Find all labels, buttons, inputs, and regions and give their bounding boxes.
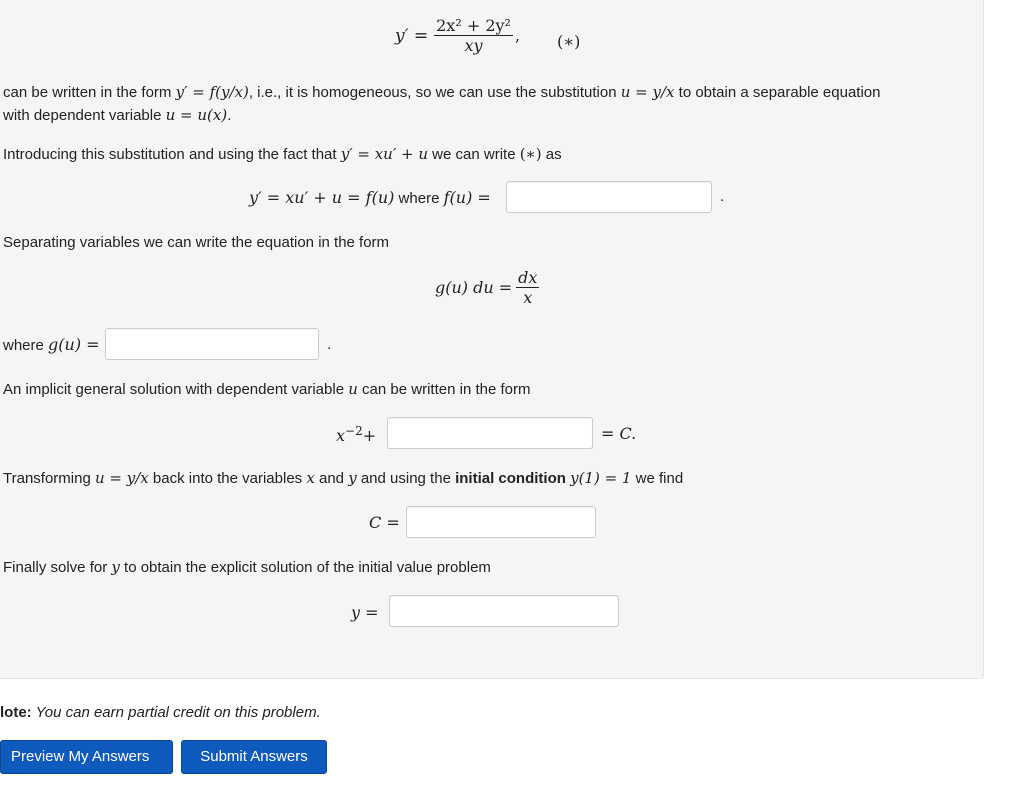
eq-star-comma: , (514, 26, 521, 45)
p1-text-5: . (227, 107, 232, 124)
p4-math-1: u (348, 380, 358, 398)
answer-c-input[interactable] (406, 506, 596, 538)
p1-text-2: , i.e., it is homogeneous, so we can use the substitution (248, 84, 621, 101)
answer-implicit-input[interactable] (387, 417, 593, 449)
eq4-exponent: −2 (345, 424, 363, 438)
eq2-math-1: y′ = xu′ + u = f(u) (249, 188, 395, 207)
eq4-base: x (336, 426, 346, 445)
p5-text-1: Transforming (3, 470, 95, 487)
paragraph-implicit (3, 380, 530, 398)
p2-text-2: we can write (428, 146, 520, 163)
p1-math-2: u = y/x (620, 83, 675, 101)
eq5-lhs: C = (369, 513, 400, 532)
answer-y-input[interactable] (389, 595, 619, 627)
eq3-numerator: dx (518, 268, 538, 287)
p1-math-3: u = u(x) (165, 106, 228, 124)
where-g-label (3, 335, 100, 354)
eq3-lhs: g(u) du = (435, 278, 513, 297)
eq2-math-2: f(u) = (443, 188, 491, 207)
p1-text-4: with dependent variable (3, 107, 166, 124)
eq3-denominator: x (516, 287, 539, 307)
p4-text-1: An implicit general solution with dependent variable (3, 381, 349, 398)
paragraph-separating: Separating variables we can write the equation in the form (3, 234, 390, 251)
paragraph-substitution (3, 145, 562, 163)
p1-math-1: y′ = f(y/x) (175, 83, 249, 101)
p4-text-2: can be written in the form (357, 381, 531, 398)
eq-star-numerator: 2x² + 2y² (436, 16, 511, 35)
eq-star-lhs: y′ = (395, 25, 429, 46)
where-g-text: where (3, 337, 49, 354)
equation-f-of-u (249, 188, 491, 207)
p2-text-1: Introducing this substitution and using the fact that (3, 146, 341, 163)
eq2-text: where (394, 190, 444, 207)
p1-text-1: can be written in the form (3, 84, 176, 101)
eq4-rhs: = C. (601, 424, 637, 443)
p5-bold-initial-condition: initial condition (455, 470, 566, 487)
equation-star (395, 16, 520, 66)
equation-separable (435, 268, 539, 316)
where-g-math: g(u) = (48, 335, 100, 354)
p5-text-2: back into the variables (148, 470, 307, 487)
paragraph-homogeneous-line2 (3, 106, 231, 124)
eq-star-tag: (∗) (557, 32, 581, 51)
note-label: lote: (0, 704, 32, 721)
partial-credit-note (0, 704, 321, 721)
eq6-lhs: y = (351, 603, 379, 622)
p6-text-2: to obtain the explicit solution of the initial value problem (119, 559, 491, 576)
p5-text-3: and (314, 470, 349, 487)
preview-answers-button[interactable]: Preview My Answers (0, 740, 173, 774)
submit-answers-button[interactable]: Submit Answers (181, 740, 327, 774)
eq-star-denominator: xy (434, 35, 513, 55)
answer-f-of-u-input[interactable] (506, 181, 712, 213)
p2-math-2: (∗) (519, 145, 542, 163)
equation-implicit (336, 424, 376, 445)
note-text: You can earn partial credit on this problem. (31, 704, 321, 721)
p6-text-1: Finally solve for (3, 559, 112, 576)
p5-math-4: y(1) = 1 (570, 469, 632, 487)
p5-text-6: we find (631, 470, 684, 487)
where-g-period: . (327, 336, 332, 353)
paragraph-homogeneous (3, 83, 880, 101)
eq3-fraction (516, 268, 539, 307)
p2-math-1: y′ = xu′ + u (340, 145, 428, 163)
p5-math-3: y (348, 469, 357, 487)
p5-math-2: x (306, 469, 315, 487)
eq-star-fraction (434, 16, 513, 55)
eq4-plus: + (362, 426, 377, 445)
p5-text-4: and using the (356, 470, 456, 487)
p5-math-1: u = y/x (94, 469, 149, 487)
eq2-period: . (720, 188, 725, 205)
p1-text-3: to obtain a separable equation (674, 84, 881, 101)
p2-text-3: as (541, 146, 562, 163)
paragraph-explicit (3, 558, 491, 576)
answer-g-of-u-input[interactable] (105, 328, 319, 360)
p6-math-1: y (111, 558, 120, 576)
paragraph-transforming (3, 469, 683, 487)
